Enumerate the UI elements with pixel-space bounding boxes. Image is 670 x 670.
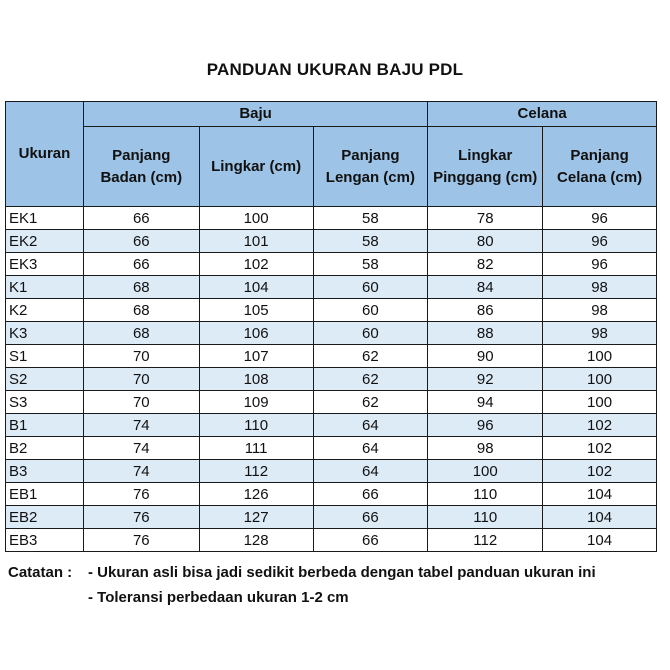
column-header-line: Pinggang (cm) [433, 168, 538, 186]
measurement-cell: 70 [83, 345, 199, 368]
column-header-line: Lingkar (cm) [211, 157, 302, 175]
group-header-celana: Celana [428, 102, 657, 127]
size-code-cell: S1 [6, 345, 84, 368]
note-item: - Ukuran asli bisa jadi sedikit berbeda dengan tabel panduan ukuran ini [88, 564, 596, 581]
column-header [313, 127, 428, 207]
measurement-cell: 100 [428, 460, 543, 483]
measurement-cell: 78 [428, 207, 543, 230]
measurement-cell: 76 [83, 483, 199, 506]
measurement-cell: 98 [543, 276, 657, 299]
measurement-cell: 106 [199, 322, 313, 345]
measurement-cell: 64 [313, 460, 428, 483]
size-code-cell: EK3 [6, 253, 84, 276]
measurement-cell: 84 [428, 276, 543, 299]
measurement-cell: 68 [83, 276, 199, 299]
size-code-cell: EB2 [6, 506, 84, 529]
measurement-cell: 74 [83, 437, 199, 460]
measurement-cell: 112 [428, 529, 543, 552]
measurement-cell: 96 [428, 414, 543, 437]
measurement-cell: 96 [543, 230, 657, 253]
measurement-cell: 86 [428, 299, 543, 322]
measurement-cell: 107 [199, 345, 313, 368]
measurement-cell: 111 [199, 437, 313, 460]
measurement-cell: 64 [313, 437, 428, 460]
measurement-cell: 104 [543, 483, 657, 506]
column-header-line: Badan (cm) [100, 168, 183, 186]
measurement-cell: 74 [83, 414, 199, 437]
table-row [6, 437, 657, 460]
measurement-cell: 110 [428, 483, 543, 506]
table-row [6, 368, 657, 391]
measurement-cell: 98 [543, 299, 657, 322]
table-row [6, 253, 657, 276]
size-code-cell: EK2 [6, 230, 84, 253]
measurement-cell: 126 [199, 483, 313, 506]
measurement-cell: 70 [83, 368, 199, 391]
column-header [543, 127, 657, 207]
size-code-cell: S2 [6, 368, 84, 391]
size-code-cell: S3 [6, 391, 84, 414]
measurement-cell: 102 [543, 414, 657, 437]
measurement-cell: 66 [313, 506, 428, 529]
measurement-cell: 110 [428, 506, 543, 529]
table-row [6, 483, 657, 506]
measurement-cell: 104 [199, 276, 313, 299]
measurement-cell: 74 [83, 460, 199, 483]
table-row [6, 391, 657, 414]
table-row [6, 230, 657, 253]
table-row [6, 414, 657, 437]
measurement-cell: 128 [199, 529, 313, 552]
size-code-cell: B3 [6, 460, 84, 483]
measurement-cell: 100 [543, 368, 657, 391]
size-code-cell: EB1 [6, 483, 84, 506]
measurement-cell: 100 [199, 207, 313, 230]
page-title: PANDUAN UKURAN BAJU PDL [206, 60, 464, 79]
measurement-cell: 102 [543, 437, 657, 460]
measurement-cell: 68 [83, 322, 199, 345]
size-code-cell: K1 [6, 276, 84, 299]
measurement-cell: 98 [543, 322, 657, 345]
measurement-cell: 110 [199, 414, 313, 437]
table-row [6, 529, 657, 552]
measurement-cell: 58 [313, 207, 428, 230]
measurement-cell: 82 [428, 253, 543, 276]
table-row [6, 506, 657, 529]
column-header [199, 127, 313, 207]
measurement-cell: 90 [428, 345, 543, 368]
header-ukuran: Ukuran [6, 102, 84, 207]
measurement-cell: 58 [313, 253, 428, 276]
column-header-line: Lengan (cm) [325, 168, 415, 186]
table-row [6, 207, 657, 230]
column-header-line: Celana (cm) [557, 168, 643, 186]
column-header-line: Lingkar [458, 146, 513, 164]
notes [8, 560, 596, 610]
size-code-cell: B2 [6, 437, 84, 460]
measurement-cell: 62 [313, 391, 428, 414]
measurement-cell: 66 [313, 483, 428, 506]
measurement-cell: 98 [428, 437, 543, 460]
measurement-cell: 102 [199, 253, 313, 276]
measurement-cell: 66 [83, 253, 199, 276]
note-item: - Toleransi perbedaan ukuran 1-2 cm [88, 589, 349, 606]
measurement-cell: 104 [543, 506, 657, 529]
measurement-cell: 102 [543, 460, 657, 483]
measurement-cell: 100 [543, 345, 657, 368]
table-row [6, 299, 657, 322]
measurement-cell: 76 [83, 506, 199, 529]
measurement-cell: 68 [83, 299, 199, 322]
size-guide-table [5, 101, 657, 552]
measurement-cell: 70 [83, 391, 199, 414]
measurement-cell: 88 [428, 322, 543, 345]
column-header [83, 127, 199, 207]
measurement-cell: 92 [428, 368, 543, 391]
measurement-cell: 112 [199, 460, 313, 483]
group-header-baju: Baju [83, 102, 427, 127]
table-row [6, 322, 657, 345]
size-code-cell: EB3 [6, 529, 84, 552]
size-code-cell: B1 [6, 414, 84, 437]
measurement-cell: 108 [199, 368, 313, 391]
measurement-cell: 94 [428, 391, 543, 414]
measurement-cell: 60 [313, 322, 428, 345]
measurement-cell: 62 [313, 345, 428, 368]
measurement-cell: 105 [199, 299, 313, 322]
measurement-cell: 66 [83, 230, 199, 253]
measurement-cell: 109 [199, 391, 313, 414]
table-row [6, 276, 657, 299]
measurement-cell: 96 [543, 253, 657, 276]
measurement-cell: 66 [313, 529, 428, 552]
column-header-line: Panjang [112, 146, 171, 164]
size-code-cell: EK1 [6, 207, 84, 230]
column-header-line: Panjang [570, 146, 629, 164]
measurement-cell: 60 [313, 299, 428, 322]
measurement-cell: 64 [313, 414, 428, 437]
measurement-cell: 66 [83, 207, 199, 230]
measurement-cell: 101 [199, 230, 313, 253]
measurement-cell: 127 [199, 506, 313, 529]
column-header [428, 127, 543, 207]
measurement-cell: 58 [313, 230, 428, 253]
size-code-cell: K3 [6, 322, 84, 345]
table-row [6, 460, 657, 483]
table-row [6, 345, 657, 368]
measurement-cell: 100 [543, 391, 657, 414]
measurement-cell: 76 [83, 529, 199, 552]
column-header-line: Panjang [341, 146, 400, 164]
size-code-cell: K2 [6, 299, 84, 322]
measurement-cell: 96 [543, 207, 657, 230]
measurement-cell: 104 [543, 529, 657, 552]
measurement-cell: 60 [313, 276, 428, 299]
measurement-cell: 80 [428, 230, 543, 253]
notes-label: Catatan : [8, 564, 73, 581]
measurement-cell: 62 [313, 368, 428, 391]
